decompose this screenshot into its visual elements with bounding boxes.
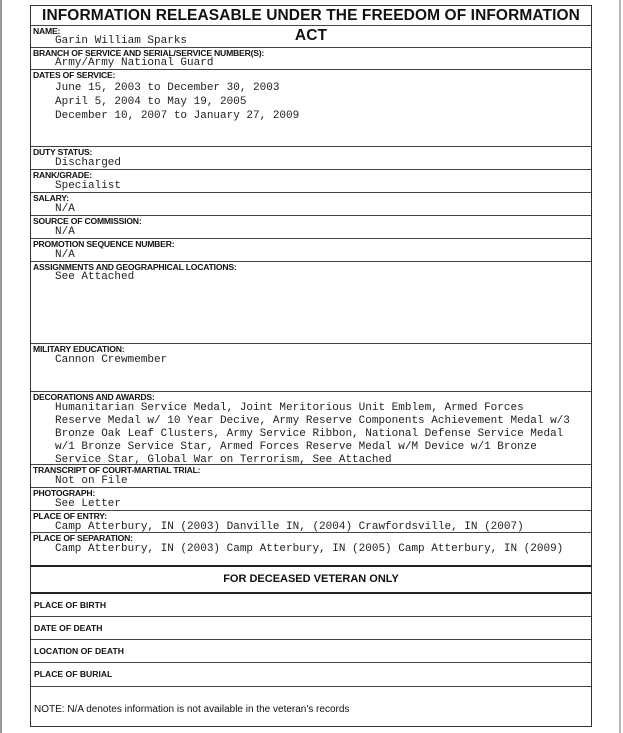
field-branch [31, 48, 591, 70]
field-label: DUTY STATUS: [33, 147, 93, 157]
field-label: DECORATIONS AND AWARDS: [33, 392, 155, 402]
field-military-education [31, 344, 591, 392]
field-place-of-separation [31, 533, 591, 567]
field-label: ASSIGNMENTS AND GEOGRAPHICAL LOCATIONS: [33, 262, 237, 272]
field-label: LOCATION OF DEATH [34, 646, 124, 656]
field-value: N/A [55, 203, 75, 215]
field-label: BRANCH OF SERVICE AND SERIAL/SERVICE NUMBER(S): [33, 48, 265, 58]
foia-form [30, 5, 592, 727]
field-label: PLACE OF SEPARATION: [33, 533, 133, 543]
field-rank-grade [31, 170, 591, 193]
field-label: PROMOTION SEQUENCE NUMBER: [33, 239, 175, 249]
field-date-of-death [31, 617, 591, 640]
field-photograph [31, 488, 591, 511]
field-source-of-commission [31, 216, 591, 239]
field-salary [31, 193, 591, 216]
field-value: Garin William Sparks [55, 35, 188, 47]
date-range: June 15, 2003 to December 30, 2003 [55, 82, 280, 94]
field-label: PLACE OF BIRTH [34, 600, 107, 610]
field-value: Cannon Crewmember [55, 354, 168, 366]
decoration-line: Bronze Oak Leaf Clusters, Army Service Ribbon, National Defense Service Medal [55, 428, 564, 440]
field-label: RANK/GRADE: [33, 170, 92, 180]
field-value: See Attached [55, 271, 135, 283]
deceased-header: FOR DECEASED VETERAN ONLY [31, 567, 591, 594]
field-label: PLACE OF BURIAL [34, 669, 113, 679]
field-value: Army/Army National Guard [55, 57, 214, 69]
field-label: DATE OF DEATH [34, 623, 103, 633]
date-range: December 10, 2007 to January 27, 2009 [55, 110, 300, 122]
field-value: Discharged [55, 157, 122, 169]
page-edge-left [0, 0, 2, 733]
field-dates-of-service [31, 70, 591, 147]
field-label: SOURCE OF COMMISSION: [33, 216, 142, 226]
decoration-line: Humanitarian Service Medal, Joint Meritorious Unit Emblem, Armed Forces [55, 402, 524, 414]
field-label: PHOTOGRAPH: [33, 488, 96, 498]
field-decorations [31, 392, 591, 465]
field-value: See Letter [55, 498, 122, 510]
field-value: Specialist [55, 180, 122, 192]
date-range: April 5, 2004 to May 19, 2005 [55, 96, 247, 108]
field-value: Camp Atterbury, IN (2003) Camp Atterbury, IN (2005) Camp Atterbury, IN (2009) [55, 543, 564, 555]
field-name [31, 26, 591, 48]
note-text: NOTE: N/A denotes information is not available in the veteran's records [34, 704, 350, 715]
field-promotion-sequence [31, 239, 591, 262]
field-value: Camp Atterbury, IN (2003) Danville IN, (2004) Crawfordsville, IN (2007) [55, 521, 524, 533]
field-place-of-birth [31, 594, 591, 617]
field-duty-status [31, 147, 591, 170]
field-value: N/A [55, 226, 75, 238]
field-label: PLACE OF ENTRY: [33, 511, 107, 521]
field-place-of-entry [31, 511, 591, 533]
field-transcript [31, 465, 591, 488]
note-box [31, 687, 591, 726]
field-label: SALARY: [33, 193, 69, 203]
decoration-line: Service Star, Global War on Terrorism, See Attached [55, 454, 392, 465]
form-title: INFORMATION RELEASABLE UNDER THE FREEDOM OF INFORMATION ACT [31, 6, 591, 26]
field-value: N/A [55, 249, 75, 261]
field-location-of-death [31, 640, 591, 663]
page-edge-right [619, 0, 621, 733]
decoration-line: Reserve Medal w/ 10 Year Decive, Army Reserve Components Achievement Medal w/3 [55, 415, 570, 427]
field-place-of-burial [31, 663, 591, 687]
field-value: Not on File [55, 475, 128, 487]
field-label: NAME: [33, 26, 61, 36]
field-label: MILITARY EDUCATION: [33, 344, 125, 354]
field-label: DATES OF SERVICE: [33, 70, 116, 80]
decoration-line: w/1 Bronze Service Star, Armed Forces Reserve Medal w/M Device w/1 Bronze [55, 441, 537, 453]
field-assignments [31, 262, 591, 344]
field-label: TRANSCRIPT OF COURT-MARTIAL TRIAL: [33, 465, 201, 475]
